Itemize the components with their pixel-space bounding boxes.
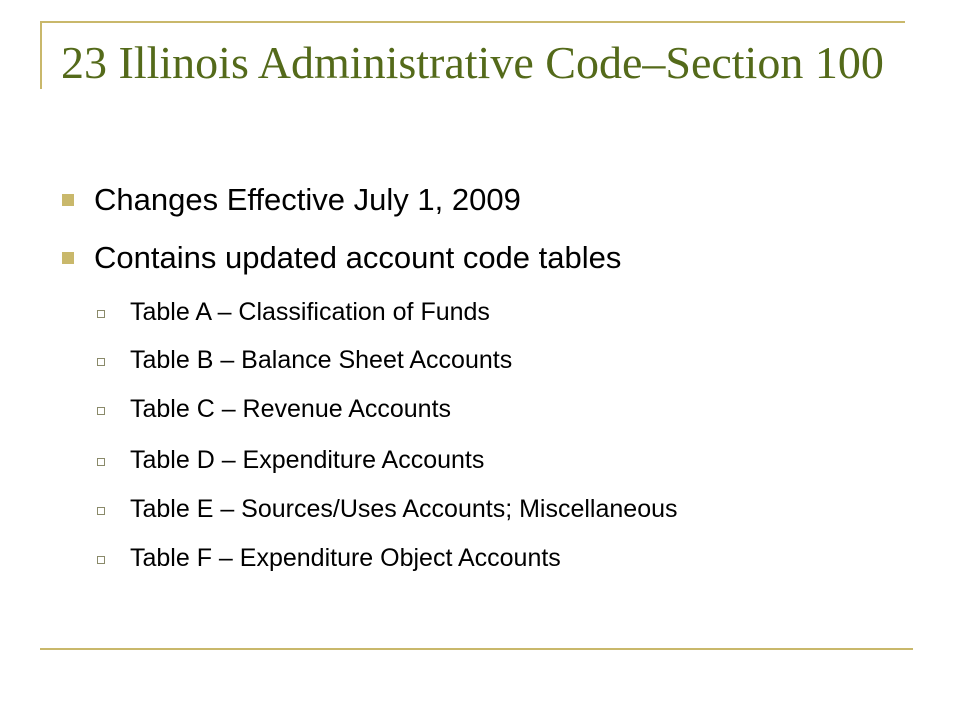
hollow-square-bullet-icon [97, 556, 105, 564]
sub-bullet-item [130, 546, 561, 571]
bullet-item [94, 184, 521, 215]
sub-bullet-item [130, 497, 678, 522]
square-bullet-icon [62, 194, 74, 206]
bullet-text: Changes Effective July 1, 2009 [94, 182, 521, 217]
sub-bullet-text: Table B – Balance Sheet Accounts [130, 346, 513, 374]
sub-bullet-text: Table C – Revenue Accounts [130, 395, 452, 423]
sub-bullet-item [130, 448, 484, 473]
sub-bullet-text: Table E – Sources/Uses Accounts; Miscellaneous [130, 495, 678, 523]
bullet-item [94, 242, 621, 273]
sub-bullet-text: Table D – Expenditure Accounts [130, 446, 485, 474]
hollow-square-bullet-icon [97, 310, 105, 318]
sub-bullet-text: Table A – Classification of Funds [130, 298, 490, 326]
slide-title: 23 Illinois Administrative Code–Section 100 [61, 37, 884, 88]
hollow-square-bullet-icon [97, 507, 105, 515]
hollow-square-bullet-icon [97, 407, 105, 415]
sub-bullet-item [130, 300, 490, 325]
sub-bullet-text: Table F – Expenditure Object Accounts [130, 544, 561, 572]
bottom-rule [40, 648, 913, 650]
sub-bullet-item [130, 397, 451, 422]
hollow-square-bullet-icon [97, 358, 105, 366]
hollow-square-bullet-icon [97, 458, 105, 466]
sub-bullet-item [130, 348, 512, 373]
bullet-text: Contains updated account code tables [94, 240, 622, 275]
square-bullet-icon [62, 252, 74, 264]
